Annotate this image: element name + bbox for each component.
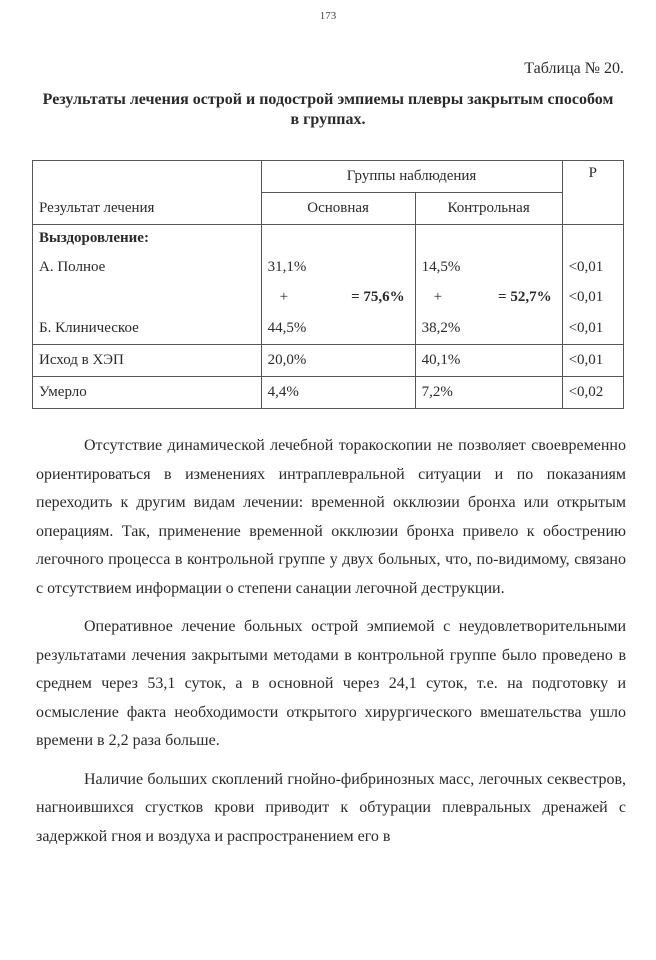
row-control: 14,5%	[415, 253, 562, 283]
section-cell	[261, 225, 415, 253]
row-main-total	[261, 283, 415, 313]
row-label	[33, 283, 262, 313]
row-main: 20,0%	[261, 345, 415, 377]
header-main: Основная	[261, 193, 415, 225]
header-control: Контрольная	[415, 193, 562, 225]
section-cell	[415, 225, 562, 253]
header-result: Результат лечения	[33, 193, 262, 225]
paragraph: Отсутствие динамической лечебной торакоскопии не позволяет своевременно ориентироваться в изменениях интраплевральной ситуации и по показаниям переходить к другим видам лечении: временной окклюзии бронха или открытым операциям. Так, применение временной окклюзии бронха привело к обострению легочного процесса в контрольной группе у двух больных, что, по-видимому, связано с отсутствием информации о степени санации легочной деструкции.	[36, 437, 626, 597]
row-p: <0,01	[562, 253, 623, 283]
row-label: А. Полное	[33, 253, 262, 283]
results-table	[32, 160, 624, 409]
page-number: 173	[319, 10, 337, 22]
plus-sign: +	[433, 289, 443, 305]
row-p: <0,01	[562, 283, 623, 313]
table-label: Таблица № 20.	[524, 60, 624, 77]
row-main: 44,5%	[261, 313, 415, 345]
paragraph: Наличие больших скоплений гнойно-фибринозных масс, легочных секвестров, нагноившихся сгустков крови приводит к обтурации плевральных дренажей с задержкой гноя и воздуха и распространением его в	[36, 770, 626, 845]
row-control: 38,2%	[415, 313, 562, 345]
row-main: 31,1%	[261, 253, 415, 283]
row-main: 4,4%	[261, 377, 415, 409]
header-result-cell	[33, 161, 262, 193]
row-p: <0,02	[562, 377, 623, 409]
table-title: Результаты лечения острой и подострой эмпиемы плевры закрытым способом в группах.	[42, 91, 614, 128]
header-p-cont	[562, 193, 623, 225]
row-label: Умерло	[33, 377, 262, 409]
row-p: <0,01	[562, 345, 623, 377]
paragraph: Оперативное лечение больных острой эмпиемой с неудовлетворительными результатами лечения закрытыми методами в контрольной группе было проведено в среднем через 53,1 суток, а в основной через 24,1 суток, т.е. на подготовку и осмысление факта необходимости открытого хирургического вмешательства ушло времени в 2,2 раза больше.	[36, 618, 626, 749]
row-control: 40,1%	[415, 345, 562, 377]
row-control: 7,2%	[415, 377, 562, 409]
row-control-total	[415, 283, 562, 313]
body-text	[36, 432, 626, 861]
plus-sign: +	[279, 289, 289, 305]
header-groups: Группы наблюдения	[261, 161, 562, 193]
control-total: = 52,7%	[498, 289, 552, 305]
header-p: Р	[562, 161, 623, 193]
row-label: Б. Клиническое	[33, 313, 262, 345]
row-p: <0,01	[562, 313, 623, 345]
row-label: Исход в ХЭП	[33, 345, 262, 377]
section-recovery: Выздоровление:	[33, 225, 262, 253]
section-cell	[562, 225, 623, 253]
main-total: = 75,6%	[351, 289, 405, 305]
